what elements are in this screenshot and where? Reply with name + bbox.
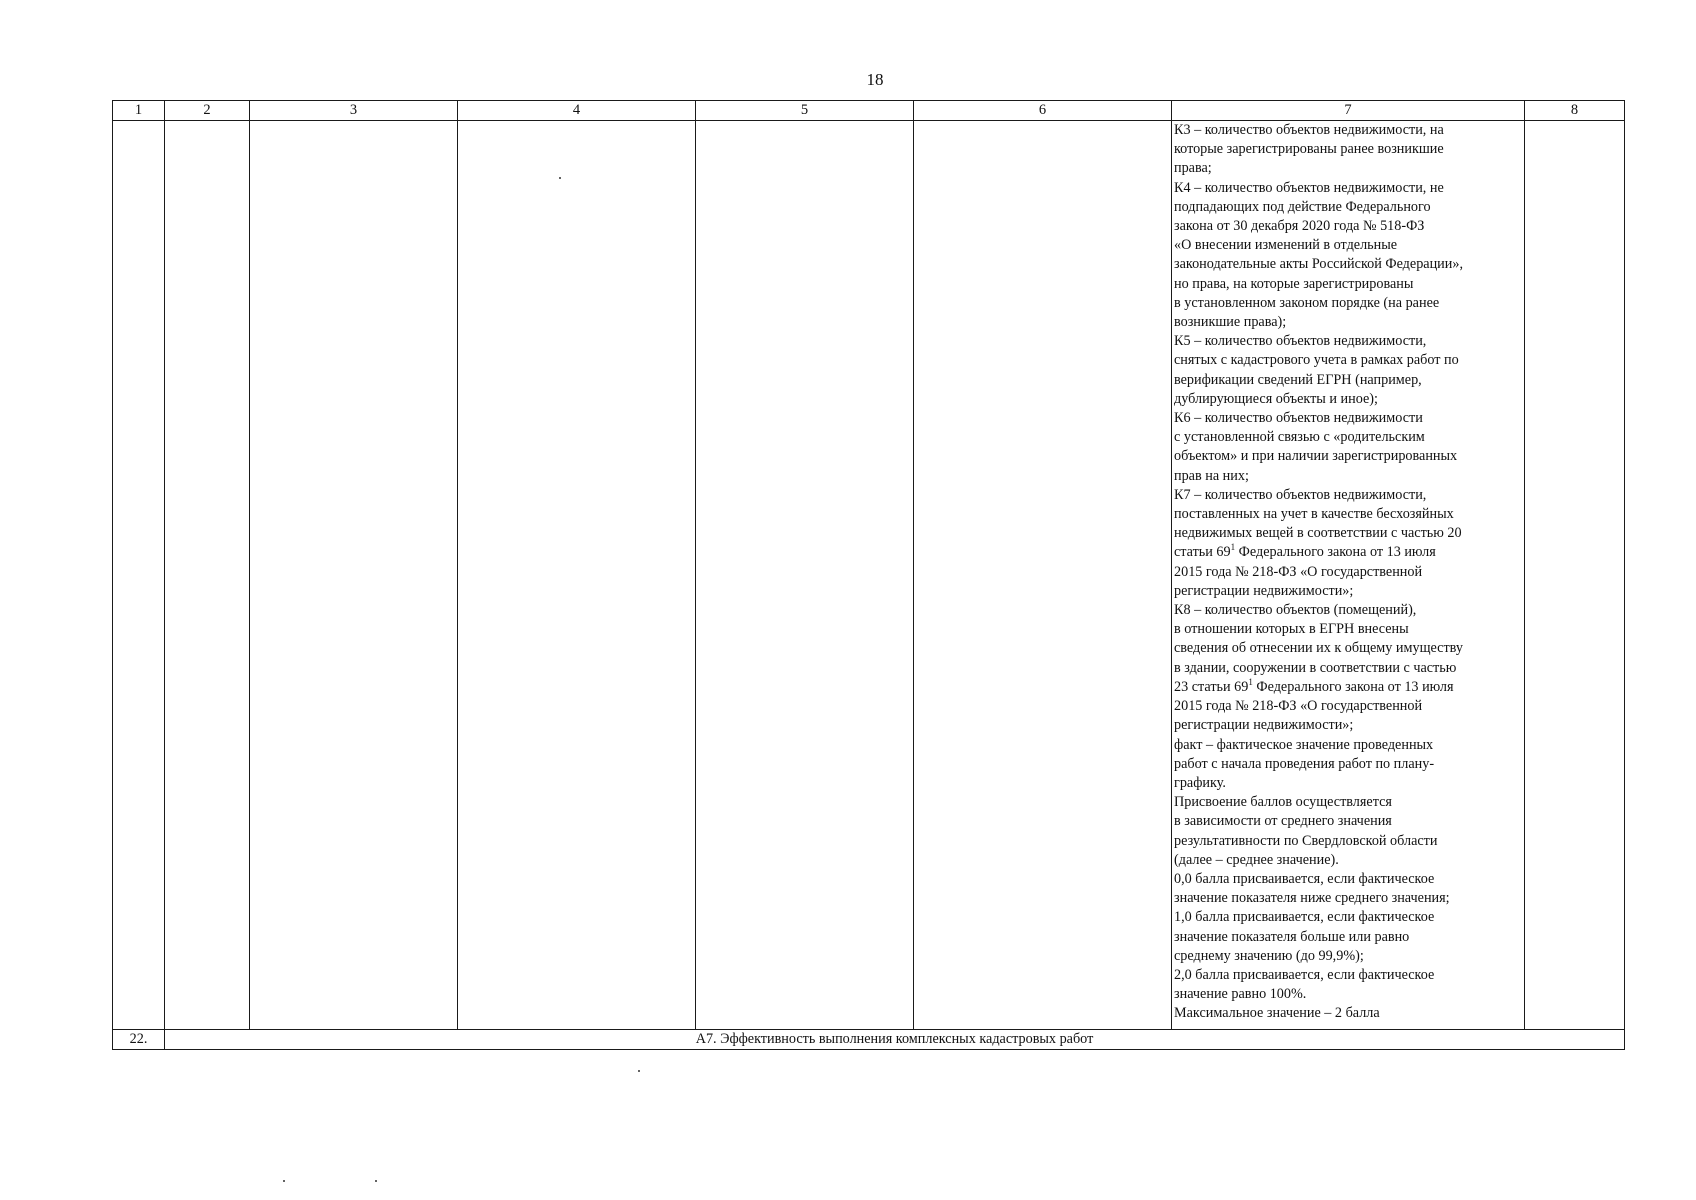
description-line: 2,0 балла присваивается, если фактическое [1174, 966, 1435, 983]
column-header: 3 [250, 101, 458, 121]
empty-cell [250, 121, 458, 1030]
description-line: результативности по Свердловской области [1174, 832, 1438, 849]
description-line: в здании, сооружении в соответствии с частью [1174, 659, 1457, 676]
description-line: в установленном законом порядке (на ранее [1174, 294, 1440, 311]
description-line: статьи $69^1$ Федерального закона от 13 июля [1174, 542, 1436, 561]
description-line: значение показателя ниже среднего значения; [1174, 890, 1450, 907]
section-number: 22. [113, 1030, 165, 1050]
description-line: с установленной связью с «родительским [1174, 429, 1425, 446]
description-line: значение равно 100%. [1174, 986, 1307, 1003]
calculation-description-cell [1172, 121, 1525, 1030]
description-line: объектом» и при наличии зарегистрированных [1174, 448, 1458, 465]
description-line: К4 – количество объектов недвижимости, не [1174, 179, 1444, 196]
description-line: 2015 года № 218-ФЗ «О государственной [1174, 698, 1423, 715]
content-row [113, 121, 1625, 1030]
description-line: К7 – количество объектов недвижимости, [1174, 486, 1427, 503]
column-header: 2 [165, 101, 250, 121]
description-line: подпадающих под действие Федерального [1174, 198, 1431, 215]
description-line: работ с начала проведения работ по плану- [1174, 755, 1435, 772]
description-line: законодательные акты Российской Федерации», [1174, 256, 1463, 273]
description-line: недвижимых вещей в соответствии с частью 20 [1174, 525, 1462, 542]
description-line: регистрации недвижимости»; [1174, 717, 1354, 734]
description-line: прав на них; [1174, 467, 1249, 484]
description-line: Максимальное значение – 2 балла [1174, 1005, 1380, 1022]
empty-cell [165, 121, 250, 1030]
description-line: дублирующиеся объекты и иное); [1174, 390, 1378, 407]
description-line: К6 – количество объектов недвижимости [1174, 410, 1423, 427]
description-line: К8 – количество объектов (помещений), [1174, 602, 1417, 619]
description-line: закона от 30 декабря 2020 года № 518-ФЗ [1174, 218, 1425, 235]
column-header: 6 [914, 101, 1172, 121]
description-line: среднему значению (до 99,9%); [1174, 947, 1364, 964]
column-header: 4 [458, 101, 696, 121]
description-line: 0,0 балла присваивается, если фактическое [1174, 870, 1435, 887]
description-line: К5 – количество объектов недвижимости, [1174, 333, 1427, 350]
description-line: в зависимости от среднего значения [1174, 813, 1392, 830]
description-line: графику. [1174, 774, 1226, 791]
empty-cell [914, 121, 1172, 1030]
description-line: которые зарегистрированы ранее возникшие [1174, 141, 1444, 158]
column-header: 5 [696, 101, 914, 121]
description-line: права; [1174, 160, 1212, 177]
description-line: факт – фактическое значение проведенных [1174, 736, 1434, 753]
description-line: регистрации недвижимости»; [1174, 582, 1354, 599]
scan-speck [283, 1180, 285, 1182]
page-number: 18 [866, 70, 884, 89]
description-line: снятых с кадастрового учета в рамках работ по [1174, 352, 1459, 369]
description-line: 1,0 балла присваивается, если фактическое [1174, 909, 1435, 926]
description-line: Присвоение баллов осуществляется [1174, 794, 1392, 811]
description-line: К3 – количество объектов недвижимости, на [1174, 122, 1444, 138]
description-line: (далее – среднее значение). [1174, 851, 1339, 868]
scan-speck [638, 1070, 640, 1072]
description-line: 23 статьи $69^1$ Федерального закона от 13 июля [1174, 676, 1454, 695]
column-number-row [113, 101, 1625, 121]
scan-speck [559, 177, 561, 179]
empty-cell [696, 121, 914, 1030]
empty-cell [1525, 121, 1625, 1030]
indicator-table [112, 100, 1625, 1050]
description-line: возникшие права); [1174, 314, 1287, 331]
scan-speck [375, 1180, 377, 1182]
column-header: 1 [113, 101, 165, 121]
empty-cell [458, 121, 696, 1030]
description-line: 2015 года № 218-ФЗ «О государственной [1174, 563, 1423, 580]
description-line: сведения об отнесении их к общему имуществу [1174, 640, 1463, 657]
column-header: 8 [1525, 101, 1625, 121]
empty-cell [113, 121, 165, 1030]
description-line: поставленных на учет в качестве бесхозяйных [1174, 506, 1454, 523]
description-line: верификации сведений ЕГРН (например, [1174, 371, 1422, 388]
column-header: 7 [1172, 101, 1525, 121]
section-title: А7. Эффективность выполнения комплексных кадастровых работ [165, 1030, 1625, 1050]
description-line: в отношении которых в ЕГРН внесены [1174, 621, 1409, 638]
section-row [113, 1030, 1625, 1050]
description-line: но права, на которые зарегистрированы [1174, 275, 1414, 292]
description-line: «О внесении изменений в отдельные [1174, 237, 1398, 254]
superscript-one: 1 [1248, 676, 1253, 687]
superscript-one: 1 [1230, 542, 1236, 553]
description-line: значение показателя больше или равно [1174, 928, 1410, 945]
